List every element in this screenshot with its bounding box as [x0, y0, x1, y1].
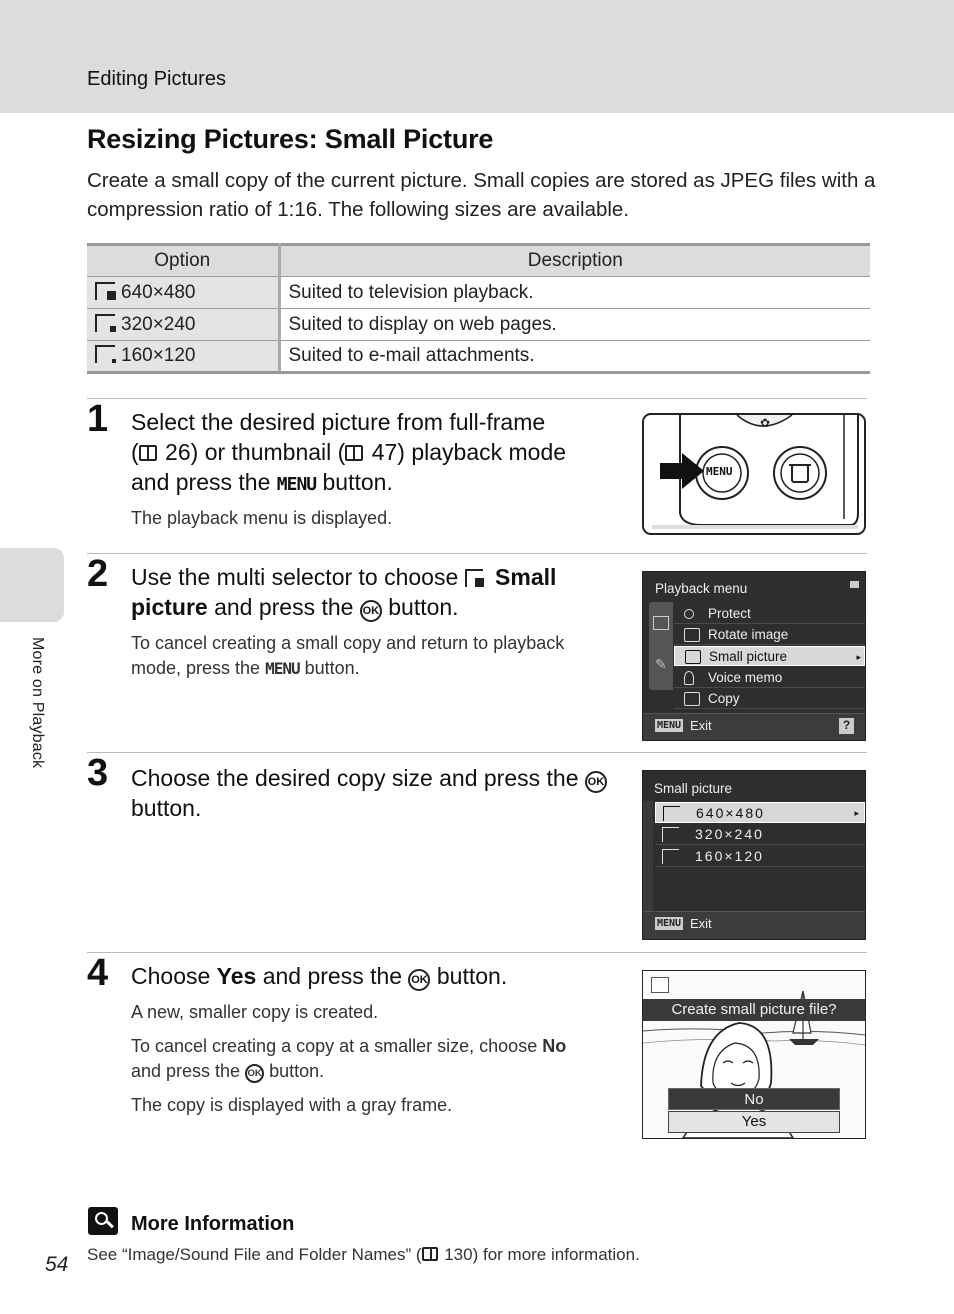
step-number-3: 3 — [87, 752, 109, 794]
step-number-2: 2 — [87, 553, 109, 595]
screen-title: Playback menu — [655, 581, 748, 596]
menu-key-glyph: MENU — [657, 918, 682, 929]
section-header: Editing Pictures — [87, 68, 226, 90]
ok-button-icon: OK — [245, 1064, 264, 1083]
table-header-description: Description — [279, 245, 870, 277]
step-1-line-2: ( 26) or thumbnail ( 47) playback mode — [131, 439, 567, 465]
battery-icon — [850, 581, 859, 588]
menu-item-rotate-image[interactable]: Rotate image — [674, 625, 865, 645]
table-header-option: Option — [87, 245, 279, 277]
size-option-640[interactable]: 640×480 ▸ — [655, 802, 865, 823]
menu-item-protect[interactable]: Protect — [674, 604, 865, 624]
ok-button-icon: OK — [360, 600, 382, 622]
step-3-line-2: button. — [131, 795, 202, 821]
confirm-screen — [642, 970, 866, 1139]
chevron-right-icon: ▸ — [854, 808, 861, 818]
confirm-prompt: Create small picture file? — [643, 999, 865, 1021]
size-160-icon — [95, 345, 115, 363]
step-4-text — [131, 961, 621, 991]
no-option[interactable]: No — [668, 1088, 840, 1110]
step-number-4: 4 — [87, 952, 109, 994]
step-4-note-2: To cancel creating a copy at a smaller size, choose No and press the OK button. — [131, 1036, 567, 1081]
description-cell: Suited to display on web pages. — [279, 309, 870, 341]
size-options-table — [87, 243, 870, 374]
step-divider — [87, 752, 867, 753]
ok-button-icon: OK — [585, 771, 607, 793]
help-icon: ? — [839, 718, 854, 734]
step-3-text — [131, 763, 621, 823]
book-reference-icon — [422, 1247, 438, 1261]
key-icon — [684, 609, 694, 619]
exit-label: Exit — [690, 916, 712, 931]
step-divider — [87, 398, 867, 399]
small-picture-screen — [642, 770, 866, 940]
menu-button-glyph: MENU — [276, 474, 317, 495]
camera-back-illustration — [642, 413, 866, 535]
step-1-text — [131, 407, 621, 500]
step-2-line-1: Use the multi selector to choose Small — [131, 564, 557, 590]
header-band — [0, 0, 954, 113]
more-information-title: More Information — [131, 1213, 295, 1235]
page-number: 54 — [45, 1253, 69, 1276]
size-option-320[interactable]: 320×240 — [655, 824, 865, 845]
camera-illustration-svg — [642, 413, 866, 535]
more-information-icon — [88, 1207, 118, 1235]
step-4-note-3: The copy is displayed with a gray frame. — [131, 1095, 453, 1115]
playback-tab-icon — [653, 616, 669, 630]
menu-tab-column — [649, 602, 673, 690]
setup-tab-icon: ✎ — [655, 656, 667, 672]
step-number-1: 1 — [87, 398, 109, 440]
step-divider — [87, 952, 867, 953]
screen-side-strip — [643, 801, 653, 911]
rotate-icon — [684, 628, 700, 642]
description-cell: Suited to e-mail attachments. — [279, 341, 870, 373]
side-label: More on Playback — [29, 637, 46, 769]
screen-footer — [643, 713, 865, 740]
table-row — [87, 277, 870, 309]
menu-key-glyph: MENU — [657, 720, 682, 731]
ok-button-icon: OK — [408, 969, 430, 991]
size-320-icon — [662, 827, 679, 842]
page-title: Resizing Pictures: Small Picture — [87, 124, 494, 154]
size-640-icon — [95, 282, 115, 300]
small-picture-icon — [685, 650, 701, 664]
svg-text:✿: ✿ — [760, 416, 771, 430]
screen-footer — [643, 911, 865, 939]
step-1-line-1: Select the desired picture from full-frame — [131, 409, 546, 435]
step-2-line-2: picture and press the OK button. — [131, 594, 459, 620]
step-2-text — [131, 562, 621, 622]
table-header-row — [87, 245, 870, 277]
step-divider — [87, 553, 867, 554]
exit-label: Exit — [690, 718, 712, 733]
option-cell — [87, 341, 279, 373]
side-tab — [0, 548, 64, 622]
step-3-line-1: Choose the desired copy size and press the OK — [131, 763, 621, 793]
copy-icon — [684, 692, 700, 706]
size-320-icon — [95, 314, 115, 332]
option-160: 160×120 — [121, 345, 196, 366]
screen-title: Small picture — [654, 781, 733, 796]
small-picture-icon — [465, 569, 483, 587]
step-1-note: The playback menu is displayed. — [131, 508, 393, 528]
step-2-note: To cancel creating a small copy and return to playback mode, press the MENU button. — [131, 633, 565, 678]
more-information-text: See “Image/Sound File and Folder Names” ( 130) for more information. — [87, 1245, 640, 1264]
description-cell: Suited to television playback. — [279, 277, 870, 309]
menu-item-copy[interactable]: Copy — [674, 689, 865, 709]
step-4-note-1: A new, smaller copy is created. — [131, 1002, 379, 1022]
table-row — [87, 341, 870, 373]
size-option-160[interactable]: 160×120 — [655, 846, 865, 867]
option-640: 640×480 — [121, 281, 196, 303]
menu-item-voice-memo[interactable]: Voice memo — [674, 668, 865, 688]
option-cell — [87, 277, 279, 309]
book-reference-icon — [139, 445, 157, 461]
yes-option[interactable]: Yes — [668, 1111, 840, 1133]
menu-item-small-picture[interactable]: Small picture ▸ — [674, 646, 865, 666]
step-4-line-1: Choose Yes and press the OK button. — [131, 963, 508, 989]
option-320: 320×240 — [121, 313, 196, 335]
menu-button-glyph: MENU — [265, 659, 300, 678]
option-cell — [87, 309, 279, 341]
step-1-line-3: and press the MENU button. — [131, 469, 393, 495]
small-picture-icon — [651, 977, 669, 993]
book-reference-icon — [345, 445, 363, 461]
size-640-icon — [663, 806, 680, 821]
playback-menu-screen — [642, 571, 866, 741]
table-row — [87, 309, 870, 341]
camera-menu-button-label: MENU — [706, 465, 733, 478]
intro-paragraph: Create a small copy of the current picture. Small copies are stored as JPEG files with a compression ratio of 1:16. The following sizes are available. — [87, 169, 876, 221]
microphone-icon — [684, 671, 694, 685]
size-160-icon — [662, 849, 679, 864]
chevron-right-icon: ▸ — [856, 652, 861, 662]
